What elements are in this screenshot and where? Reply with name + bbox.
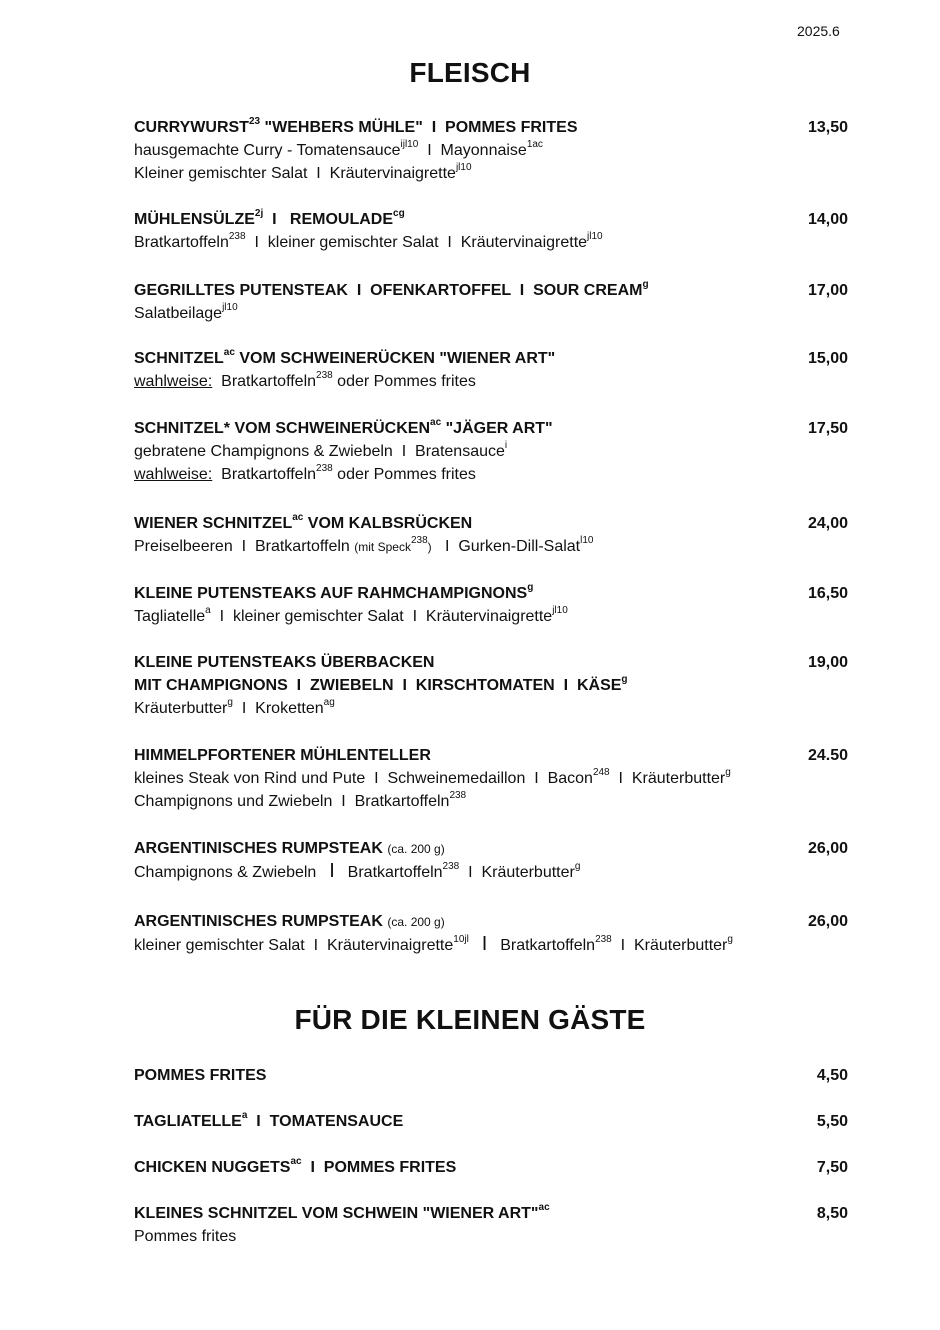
allergen-code: jl10 [587,230,603,242]
allergen-code: g [574,860,581,872]
text-segment: TAGLIATELLE [134,1113,242,1130]
allergen-code: i [504,439,508,451]
text-segment: KLEINE PUTENSTEAKS AUF RAHMCHAMPIGNONS [134,585,528,602]
allergen-code: ac [290,1155,302,1167]
item-price: 24.50 [807,747,848,764]
item-price: 26,00 [807,913,848,930]
allergen-code: ijl10 [400,138,419,150]
text-segment: KLEINE PUTENSTEAKS ÜBERBACKEN [134,654,435,671]
text-segment: kleines Steak von Rind und Pute I Schweinemedaillon I Bacon [134,770,593,787]
menu-item [134,347,848,393]
allergen-code: l10 [580,534,594,546]
item-description [134,605,848,628]
item-price: 17,00 [807,282,848,299]
item-description [134,139,848,162]
text-segment: VOM KALBSRÜCKEN [303,515,473,532]
item-name [134,512,472,535]
allergen-code: g [727,933,733,945]
allergen-code: 238 [410,534,428,546]
item-price: 7,50 [816,1159,848,1176]
text-segment: "JÄGER ART" [441,420,553,437]
item-price: 16,50 [807,585,848,602]
allergen-code: g [642,278,649,290]
menu-item [134,116,848,185]
text-segment: Bratkartoffeln [338,864,443,881]
menu-date: 2025.6 [797,23,840,39]
item-description [134,231,848,254]
text-segment: WIENER SCHNITZEL [134,515,293,532]
text-segment: Bratkartoffeln [212,466,317,483]
text-segment: I REMOULADE [263,211,394,228]
allergen-code: jl10 [552,604,568,616]
text-segment: hausgemachte Curry - Tomatensauce [134,142,401,159]
item-price: 8,50 [816,1205,848,1222]
item-name [134,417,553,440]
menu-item [134,582,848,628]
text-segment: VOM SCHWEINERÜCKEN "WIENER ART" [234,350,556,367]
allergen-code: 10jl [453,933,469,945]
note-text: (mit Speck [354,540,411,554]
item-description [134,697,848,720]
text-segment: I Kräuterbutter [611,937,728,954]
text-segment: Champignons & Zwiebeln [134,864,326,881]
text-segment: Bratkartoffeln [212,373,317,390]
item-name [134,651,434,674]
item-description [134,790,848,813]
item-description [134,861,848,884]
separator: I [329,860,335,882]
menu-item [134,651,848,720]
section-title: FLEISCH [409,57,531,88]
menu-item [134,1202,848,1248]
text-segment: Kräuterbutter [134,700,228,717]
text-segment: Bratkartoffeln [491,937,596,954]
allergen-code: 238 [316,369,333,381]
allergen-code: 238 [449,789,467,801]
item-price: 14,00 [807,211,848,228]
allergen-code: 23 [248,115,261,127]
text-segment: Preiselbeeren I Bratkartoffeln [134,538,355,555]
allergen-code: ag [323,696,335,708]
allergen-code: a [205,604,211,616]
item-price: 5,50 [816,1113,848,1130]
item-price: 24,00 [807,515,848,532]
text-segment: I Gurken-Dill-Salat [431,538,581,555]
item-name [134,347,555,370]
item-description [134,767,848,790]
menu-item [134,910,848,957]
menu-item [134,837,848,884]
item-name [134,744,431,767]
item-description [134,302,848,325]
item-description [134,934,848,957]
allergen-code: 238 [595,933,612,945]
allergen-code: 1ac [526,138,543,150]
allergen-code: ac [538,1201,550,1213]
item-name [134,1202,550,1225]
text-segment: I kleiner gemischter Salat I Kräutervinaigrette [245,234,588,251]
item-price: 17,50 [807,420,848,437]
item-name-continued [134,674,848,697]
text-segment: MÜHLENSÜLZE [134,211,255,228]
allergen-code: g [725,766,731,778]
menu-item [134,744,848,813]
text-segment: HIMMELPFORTENER MÜHLENTELLER [134,747,431,764]
item-name [134,116,577,139]
text-segment: oder Pommes frites [332,373,476,390]
item-name [134,279,649,302]
text-segment: ARGENTINISCHES RUMPSTEAK [134,913,388,930]
text-segment: kleiner gemischter Salat I Kräutervinaigrette [134,937,454,954]
text-segment: Tagliatelle [134,608,206,625]
allergen-code: ac [292,511,304,523]
text-segment: Kleiner gemischter Salat I Kräutervinaigrette [134,165,456,182]
text-segment: Champignons und Zwiebeln I Bratkartoffeln [134,793,450,810]
text-segment: SCHNITZEL [134,350,224,367]
allergen-code: jl10 [222,301,238,313]
text-segment: MIT CHAMPIGNONS I ZWIEBELN I KIRSCHTOMATEN I KÄSE [134,677,622,694]
menu-item [134,279,848,325]
item-name [134,208,405,231]
item-price: 13,50 [807,119,848,136]
text-segment: CURRYWURST [134,119,249,136]
item-name [134,1156,456,1179]
note-text: (ca. 200 g) [387,915,445,929]
text-segment: I TOMATENSAUCE [247,1113,404,1130]
item-description [134,1225,848,1248]
text-segment: wahlweise: [134,373,213,390]
item-name [134,1064,266,1087]
text-segment: SCHNITZEL* VOM SCHWEINERÜCKEN [134,420,431,437]
text-segment: Salatbeilage [134,305,223,322]
item-name [134,910,445,934]
note-text: (ca. 200 g) [387,842,445,856]
menu-item [134,1064,848,1087]
allergen-code: g [227,696,233,708]
allergen-code: 248 [592,766,610,778]
text-segment: wahlweise: [134,466,213,483]
text-segment: I Kroketten [232,700,324,717]
item-name [134,582,533,605]
menu-item [134,1110,848,1133]
item-name [134,837,445,861]
text-segment: gebratene Champignons & Zwiebeln I Bratensauce [134,443,505,460]
allergen-code: a [241,1109,248,1121]
allergen-code: cg [393,207,405,219]
allergen-code: g [527,581,534,593]
item-price: 4,50 [816,1067,848,1084]
menu-item [134,512,848,559]
menu-item [134,208,848,254]
allergen-code: ac [223,346,235,358]
text-segment: oder Pommes frites [332,466,476,483]
text-segment: ARGENTINISCHES RUMPSTEAK [134,840,388,857]
text-segment: I kleiner gemischter Salat I Kräutervinaigrette [210,608,553,625]
text-segment: CHICKEN NUGGETS [134,1159,291,1176]
text-segment: I Kräuterbutter [609,770,726,787]
allergen-code: jl10 [455,161,472,173]
text-segment: Pommes frites [134,1228,237,1245]
item-description [134,440,848,463]
allergen-code: 2j [254,207,264,219]
allergen-code: 238 [228,230,246,242]
text-segment [469,937,478,954]
item-price: 26,00 [807,840,848,857]
item-description [134,535,848,559]
item-price: 15,00 [807,350,848,367]
section-title: FÜR DIE KLEINEN GÄSTE [294,1004,646,1035]
text-segment: I POMMES FRITES [301,1159,457,1176]
allergen-code: ac [430,416,442,428]
item-description [134,463,848,486]
text-segment: Bratkartoffeln [134,234,229,251]
item-name [134,1110,403,1133]
item-description [134,162,848,185]
separator: I [481,933,488,955]
allergen-code: 238 [316,462,333,474]
text-segment: "WEHBERS MÜHLE" I POMMES FRITES [260,119,578,136]
allergen-code: g [621,673,628,685]
menu-item [134,1156,848,1179]
text-segment: POMMES FRITES [134,1067,267,1084]
item-description [134,370,848,393]
text-segment: I Mayonnaise [418,142,527,159]
note-text: ) [427,540,432,554]
item-price: 19,00 [807,654,848,671]
text-segment: KLEINES SCHNITZEL VOM SCHWEIN "WIENER ART" [134,1205,539,1222]
menu-item [134,417,848,486]
allergen-code: 238 [442,860,460,872]
text-segment: I Kräuterbutter [459,864,575,881]
text-segment: GEGRILLTES PUTENSTEAK I OFENKARTOFFEL I SOUR CREAM [134,282,643,299]
